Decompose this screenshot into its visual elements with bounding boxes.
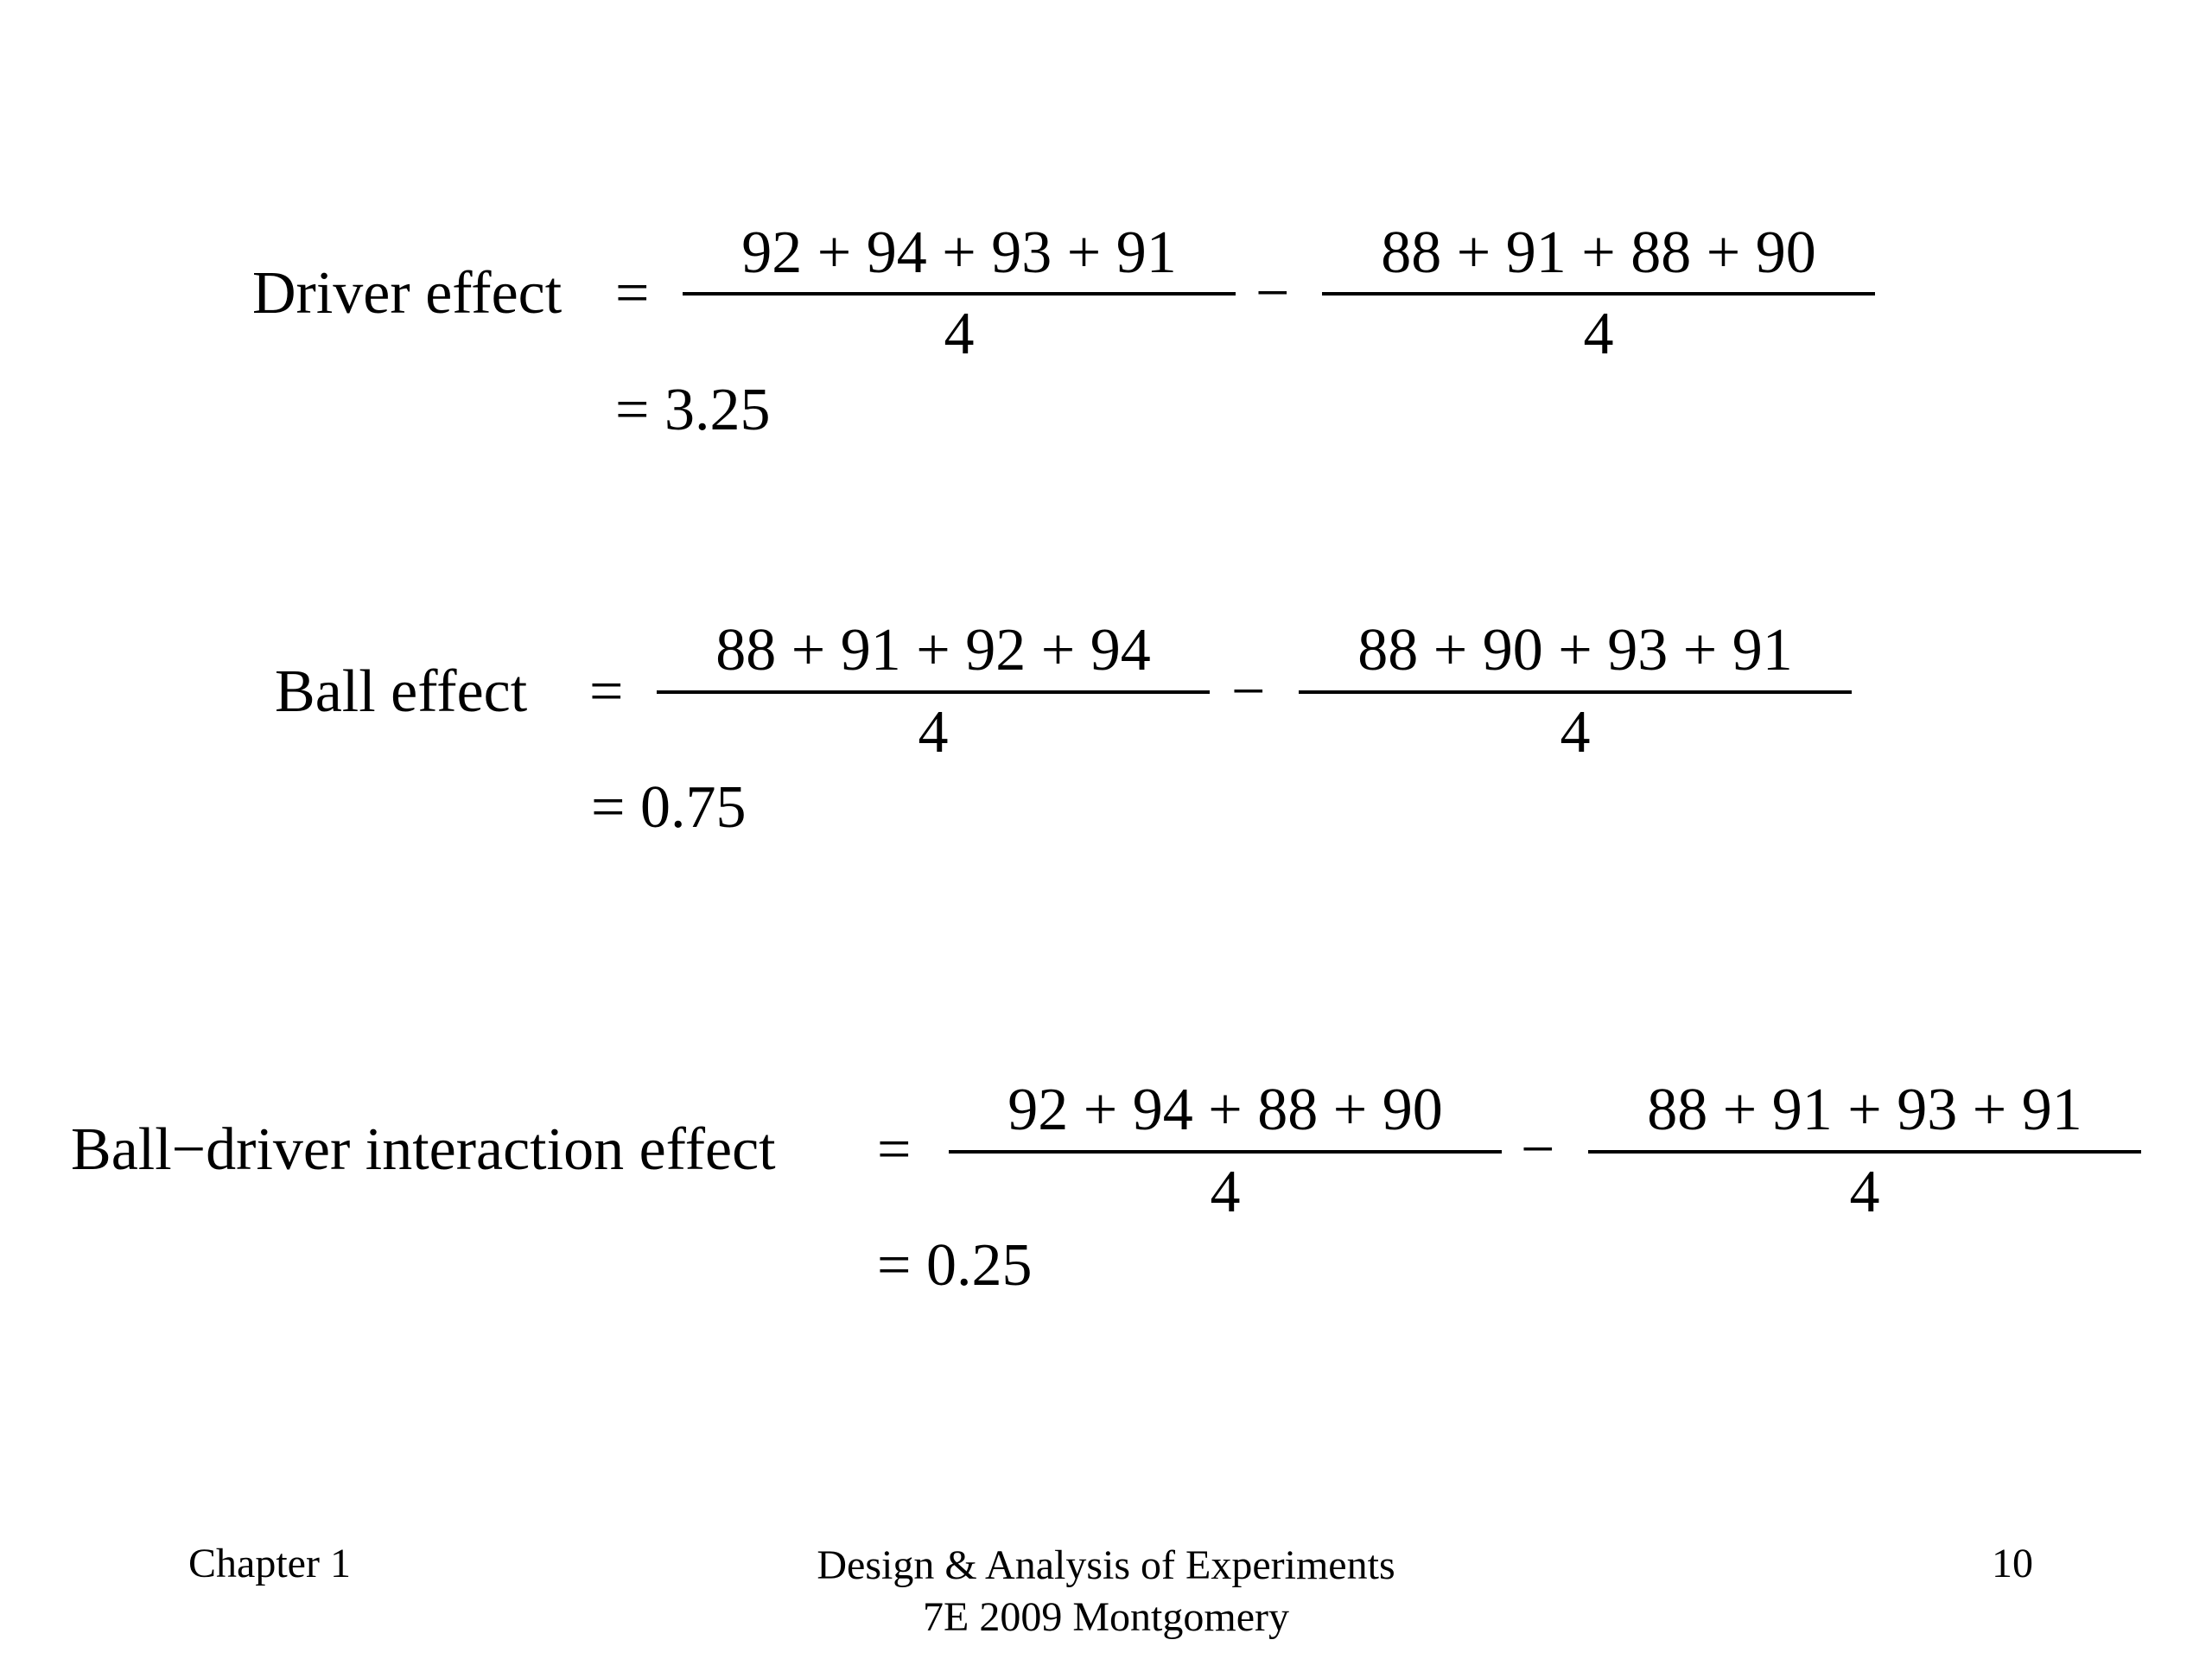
numerator: 88 + 91 + 88 + 90 — [1381, 219, 1816, 286]
footer-chapter: Chapter 1 — [188, 1541, 351, 1586]
denominator: 4 — [918, 699, 949, 766]
denominator: 4 — [1560, 699, 1591, 766]
equals-sign: = — [615, 260, 650, 327]
minus-sign: − — [1255, 260, 1290, 327]
equation-label: Ball−driver interaction effect — [71, 1116, 776, 1183]
equals-sign: = — [589, 658, 624, 725]
footer-title — [760, 1540, 1452, 1643]
fraction-bar — [1588, 1150, 2141, 1154]
footer-page-number: 10 — [1992, 1541, 2033, 1586]
equation-label: Ball effect — [275, 658, 528, 725]
minus-sign: − — [1521, 1116, 1555, 1183]
fraction-bar — [949, 1150, 1502, 1154]
equation-label: Driver effect — [252, 260, 563, 327]
denominator: 4 — [1849, 1159, 1880, 1225]
numerator: 92 + 94 + 93 + 91 — [741, 219, 1177, 286]
denominator: 4 — [1583, 301, 1614, 367]
numerator: 88 + 90 + 93 + 91 — [1357, 617, 1793, 683]
equation-result: = 0.75 — [591, 774, 747, 841]
equation-result: = 3.25 — [615, 377, 771, 443]
numerator: 88 + 91 + 93 + 91 — [1647, 1077, 2082, 1143]
footer-title-line1: Design & Analysis of Experiments — [817, 1542, 1395, 1588]
minus-sign: − — [1231, 658, 1266, 725]
numerator: 92 + 94 + 88 + 90 — [1007, 1077, 1443, 1143]
footer-title-line2: 7E 2009 Montgomery — [923, 1594, 1289, 1640]
equals-sign: = — [877, 1116, 912, 1183]
denominator: 4 — [944, 301, 975, 367]
equation-result: = 0.25 — [877, 1232, 1033, 1299]
denominator: 4 — [1210, 1159, 1241, 1225]
numerator: 88 + 91 + 92 + 94 — [715, 617, 1151, 683]
